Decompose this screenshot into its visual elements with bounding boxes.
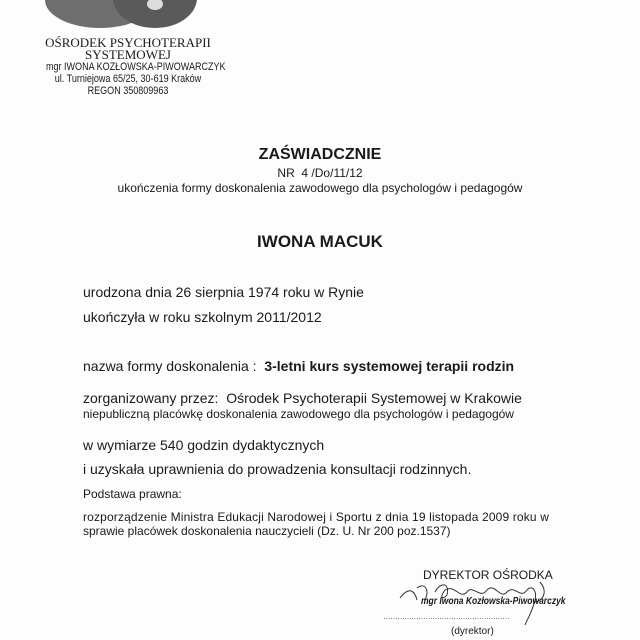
document-subtitle: ukończenia formy doskonalenia zawodowego dla psychologów i pedagogów [117,181,523,195]
legal-basis-line1: rozporządzenie Ministra Edukacji Narodowej i Sportu z dnia 19 listopada 2009 roku w [83,510,550,524]
signature-caption: (dyrektor) [451,626,494,637]
form-name: 3-letni kurs systemowej terapii rodzin [264,358,515,374]
document-title: ZAŚWIADCZNIE [258,146,382,163]
organizer-description: niepubliczną placówkę doskonalenia zawodowego dla psychologów i pedagogów [83,407,514,421]
organizer-line: zorganizowany przez: Ośrodek Psychoterapii Systemowej w Krakowie [83,390,522,406]
recipient-name: IWONA MACUK [257,232,383,251]
signature-dotted-line: ……………………………………………… [383,612,509,621]
logo-icon [40,0,200,32]
birth-info: urodzona dnia 26 sierpnia 1974 roku w Rynie [83,284,364,300]
legal-basis-label: Podstawa prawna: [83,487,182,501]
rights-info: i uzyskała uprawnienia do prowadzenia konsultacji rodzinnych. [83,461,472,477]
completion-info: ukończyła w roku szkolnym 2011/2012 [83,309,322,325]
signature-stamp-name: mgr Iwona Kozłowska-Piwowarczyk [421,596,566,607]
org-name-line2: SYSTEMOWEJ [85,47,171,62]
form-line: nazwa formy doskonalenia : 3-letni kurs systemowej terapii rodzin [83,358,515,374]
hours-info: w wymiarze 540 godzin dydaktycznych [83,437,325,453]
document-number: NR 4 /Do/11/12 [277,166,363,180]
org-address: ul. Turniejowa 65/25, 30-619 Kraków [54,73,202,85]
org-name-line1: OŚRODEK PSYCHOTERAPII [45,35,211,50]
signature-heading: DYREKTOR OŚRODKA [423,568,553,582]
org-regon: REGON 350809963 [87,85,169,97]
legal-basis-line2: sprawie placówek doskonalenia nauczycieli (Dz. U. Nr 200 poz.1537) [83,524,451,538]
org-director: mgr IWONA KOZŁOWSKA-PIWOWARCZYK [46,61,226,73]
